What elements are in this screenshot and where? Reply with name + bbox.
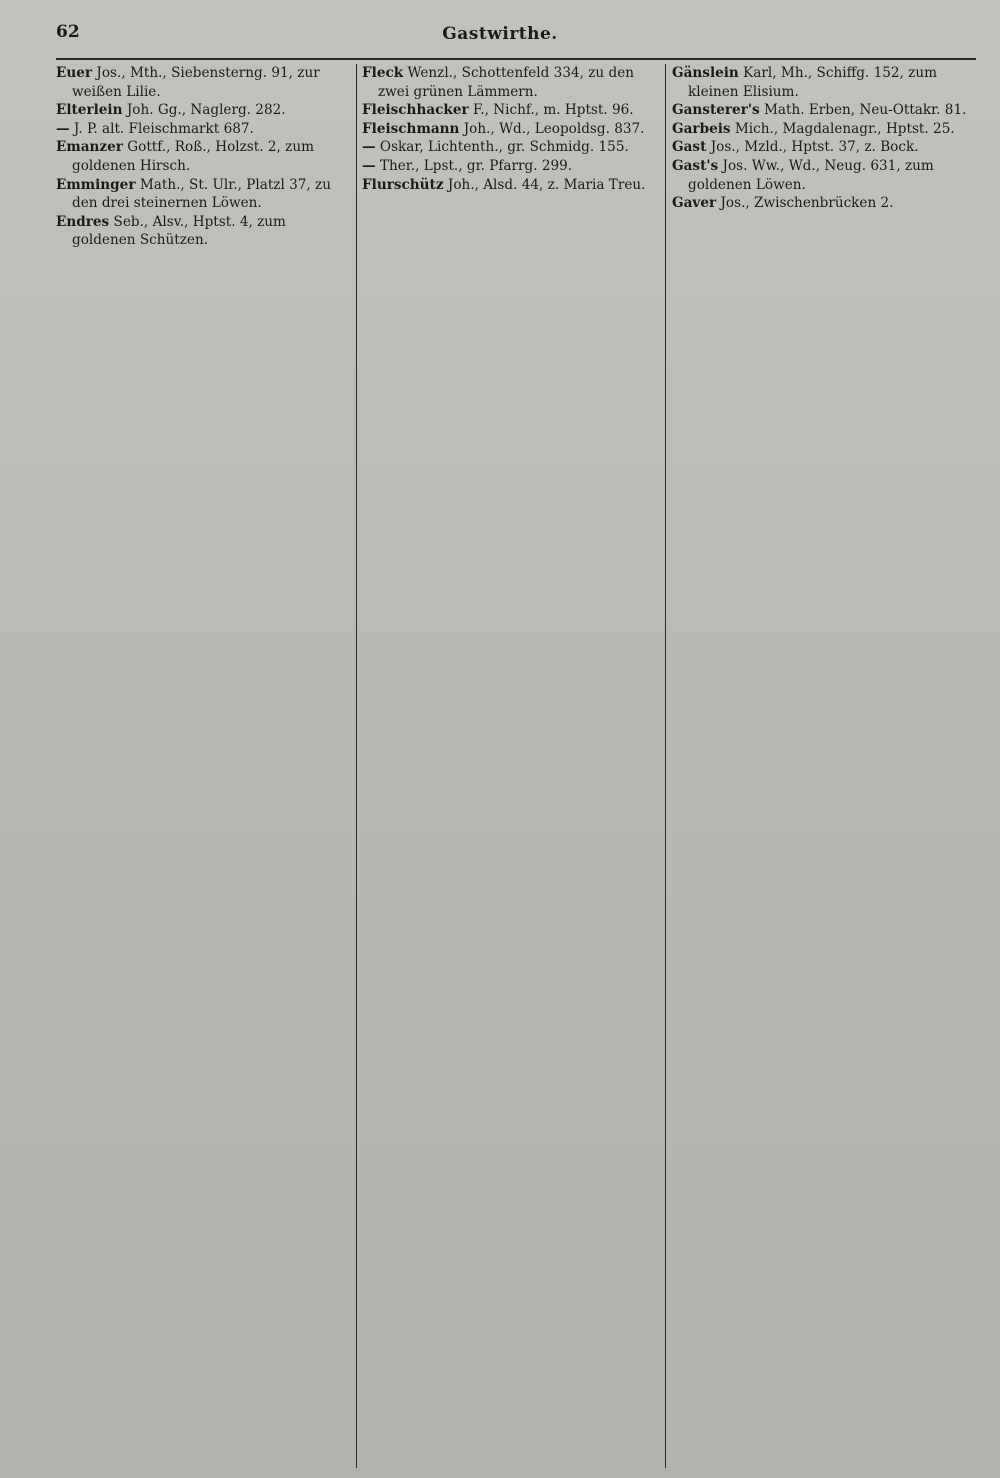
column-3 xyxy=(672,64,978,1468)
directory-entry xyxy=(362,157,658,176)
entry-details: Gottf., Roß., Holzst. 2, zum goldenen Hirsch. xyxy=(72,139,314,174)
entry-surname: Fleischmann xyxy=(362,120,460,137)
entry-surname: Emanzer xyxy=(56,139,123,156)
directory-entry xyxy=(56,176,352,213)
directory-entry xyxy=(362,120,658,139)
directory-entry xyxy=(56,101,352,120)
entry-details: J. P. alt. Fleischmarkt 687. xyxy=(73,120,254,137)
entry-surname: Elterlein xyxy=(56,102,123,119)
page-number: 62 xyxy=(56,22,80,42)
directory-entry xyxy=(362,64,658,101)
entry-surname: Gaver xyxy=(672,195,717,212)
entry-surname: Garbeis xyxy=(672,120,731,137)
directory-entry xyxy=(672,194,978,213)
entry-details: Jos. Ww., Wd., Neug. 631, zum goldenen Löwen. xyxy=(688,157,934,193)
directory-entry xyxy=(672,101,978,120)
entry-surname: Euer xyxy=(56,65,93,81)
entry-surname: Gast's xyxy=(672,157,719,174)
entry-surname: — xyxy=(362,139,376,156)
entry-surname: Gänslein xyxy=(672,65,739,81)
directory-entry xyxy=(672,138,978,157)
directory-entry xyxy=(362,176,658,195)
directory-entry xyxy=(56,138,352,175)
entry-details: Oskar, Lichtenth., gr. Schmidg. 155. xyxy=(379,139,629,156)
entry-details: Math., St. Ulr., Platzl 37, zu den drei steinernen Löwen. xyxy=(72,176,331,212)
entry-surname: Fleischhacker xyxy=(362,102,469,119)
entry-details: Joh., Alsd. 44, z. Maria Treu. xyxy=(447,176,646,193)
entry-surname: Gast xyxy=(672,139,707,156)
entry-details: Wenzl., Schottenfeld 334, zu den zwei grünen Lämmern. xyxy=(378,65,635,100)
directory-entry xyxy=(56,120,352,139)
running-head: Gastwirthe. xyxy=(442,24,558,44)
entry-details: Karl, Mh., Schiffg. 152, zum kleinen Elisium. xyxy=(688,65,937,100)
entry-details: Mich., Magdalenagr., Hptst. 25. xyxy=(734,120,955,137)
column-1 xyxy=(56,64,352,1468)
entry-details: Jos., Zwischenbrücken 2. xyxy=(720,195,894,212)
directory-entry xyxy=(56,64,352,101)
entry-details: Jos., Mzld., Hptst. 37, z. Bock. xyxy=(710,139,919,156)
entry-details: Joh. Gg., Naglerg. 282. xyxy=(126,102,286,119)
column-divider xyxy=(665,64,666,1468)
directory-entry xyxy=(56,213,352,250)
entry-details: Joh., Wd., Leopoldsg. 837. xyxy=(463,120,645,137)
directory-entry xyxy=(672,120,978,139)
directory-entry xyxy=(672,64,978,101)
entry-details: Seb., Alsv., Hptst. 4, zum goldenen Schützen. xyxy=(72,213,286,249)
column-2 xyxy=(362,64,658,1468)
entry-details: Ther., Lpst., gr. Pfarrg. 299. xyxy=(379,157,573,174)
entry-details: F., Nichf., m. Hptst. 96. xyxy=(472,102,634,119)
entry-surname: — xyxy=(56,120,70,137)
directory-entry xyxy=(362,101,658,120)
column-divider xyxy=(356,64,357,1468)
directory-entry xyxy=(672,157,978,194)
entry-surname: Fleck xyxy=(362,65,404,81)
entry-surname: Emminger xyxy=(56,176,136,193)
entry-surname: Gansterer's xyxy=(672,102,760,119)
entry-surname: Endres xyxy=(56,213,110,230)
entry-details: Jos., Mth., Siebensterng. 91, zur weißen Lilie. xyxy=(72,65,320,100)
entry-surname: Flurschütz xyxy=(362,176,444,193)
entry-details: Math. Erben, Neu-Ottakr. 81. xyxy=(764,102,967,119)
entry-surname: — xyxy=(362,157,376,174)
directory-entry xyxy=(362,138,658,157)
header-rule xyxy=(56,58,976,60)
